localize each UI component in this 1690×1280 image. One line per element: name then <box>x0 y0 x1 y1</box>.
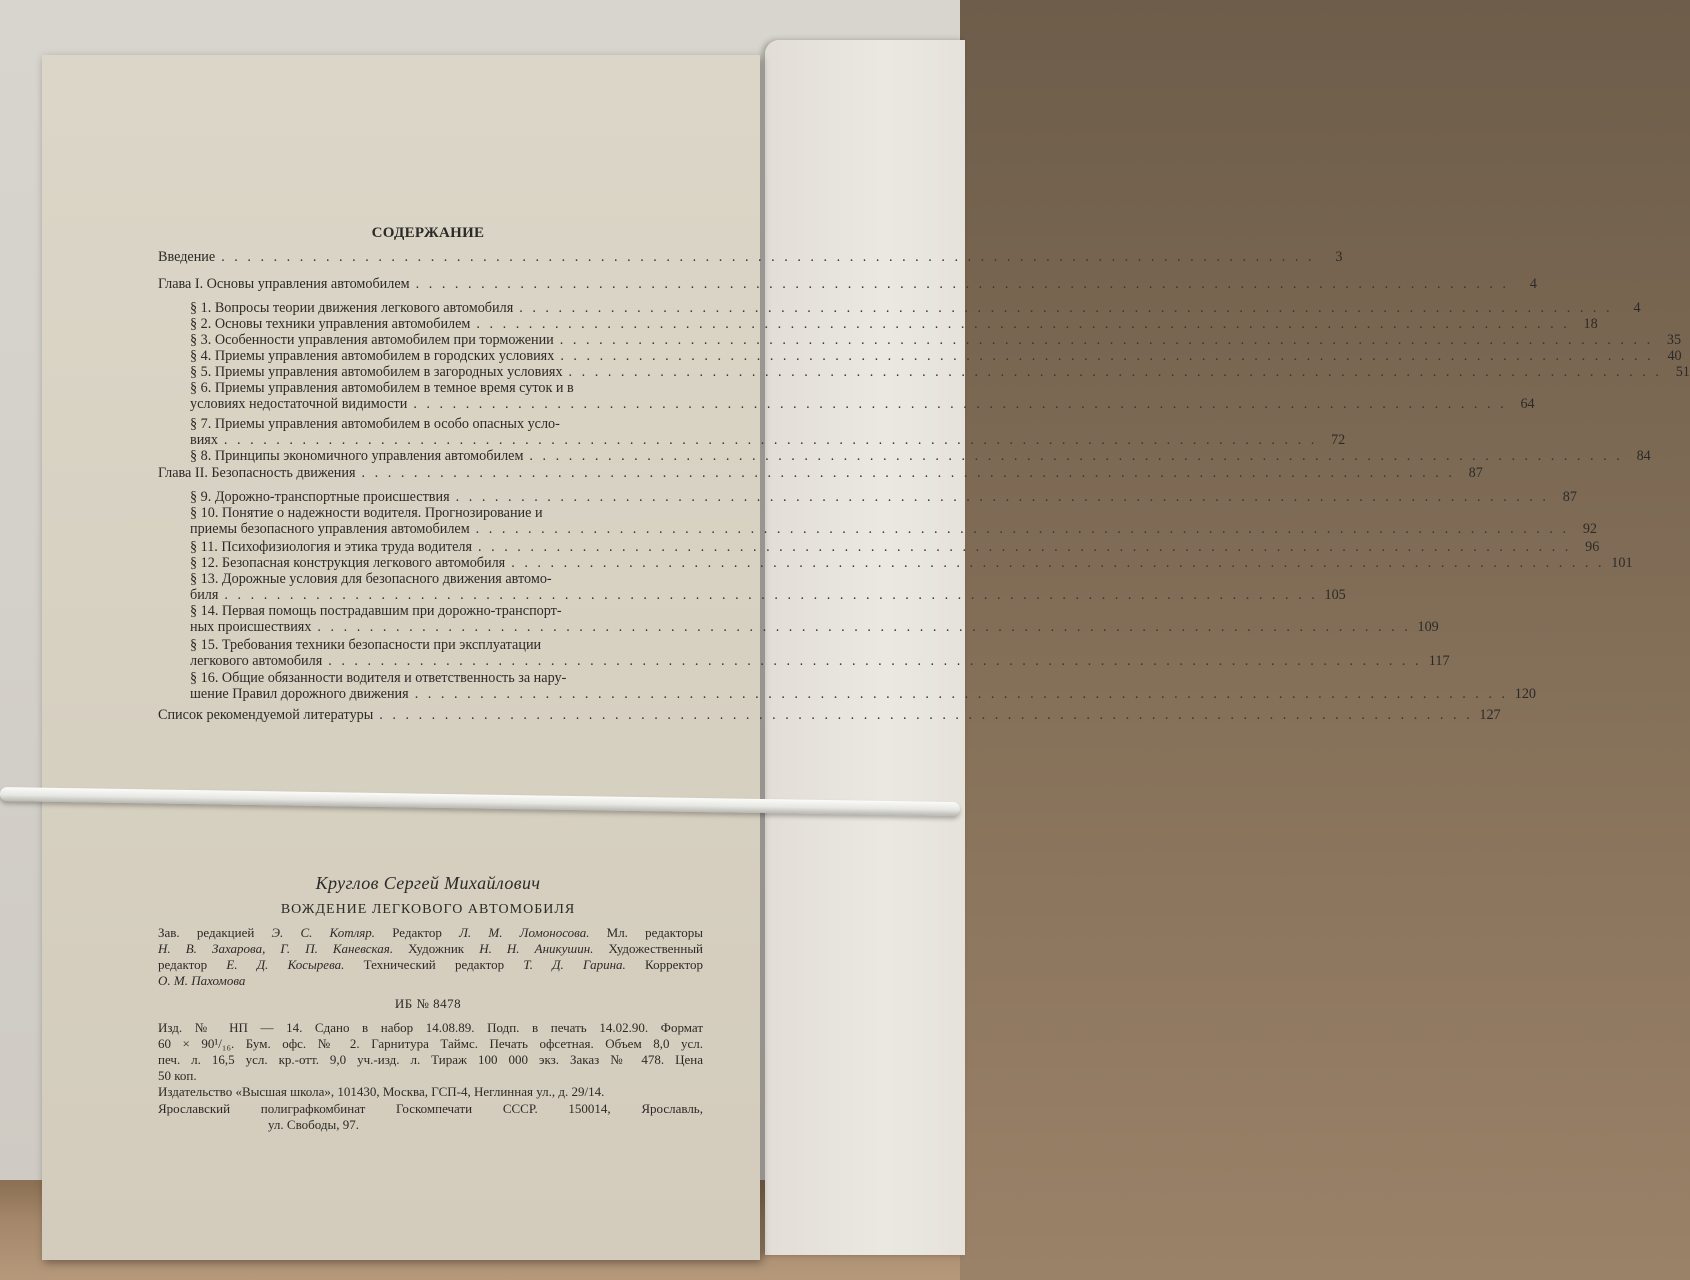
toc-entry-section-8: § 8. Принципы экономичного управления автомобилем . . . . . . . . . . . . . . . . . . . . . . . . . . . . . . . . . . . . . . . . . . . . . . . . . . . . . . . . . . . . . . . . . . . . . . . . . . . . . . . . . . . . 84 <box>190 448 1651 464</box>
ib-number: ИБ № 8478 <box>394 996 462 1011</box>
author-name: Круглов Сергей Михайлович <box>315 873 541 893</box>
publisher-info <box>158 1084 703 1100</box>
toc-entry-section-2: § 2. Основы техники управления автомобилем . . . . . . . . . . . . . . . . . . . . . . . . . . . . . . . . . . . . . . . . . . . . . . . . . . . . . . . . . . . . . . . . . . . . . . . . . . . . . . . . . . . . 18 <box>190 316 1598 332</box>
toc-entry-section-5: § 5. Приемы управления автомобилем в загородных условиях . . . . . . . . . . . . . . . . . . . . . . . . . . . . . . . . . . . . . . . . . . . . . . . . . . . . . . . . . . . . . . . . . . . . . . . . . . . . . . . . . . . . 51 <box>190 364 1690 380</box>
printer-line-1: Ярославский полиграфкомбинат Госкомпечати СССР. 150014, Ярославль, <box>158 1101 703 1116</box>
book-title: ВОЖДЕНИЕ ЛЕГКОВОГО АВТОМОБИЛЯ <box>280 902 576 917</box>
toc-entry-section-4: § 4. Приемы управления автомобилем в городских условиях . . . . . . . . . . . . . . . . . . . . . . . . . . . . . . . . . . . . . . . . . . . . . . . . . . . . . . . . . . . . . . . . . . . . . . . . . . . . . . . . . . . . 40 <box>190 348 1682 364</box>
printer-info <box>158 1101 703 1133</box>
cover-flap <box>765 40 965 1255</box>
toc-entry-section-7: § 7. Приемы управления автомобилем в особо опасных усло- виях . . . . . . . . . . . . . . . . . . . . . . . . . . . . . . . . . . . . . . . . . . . . . . . . . . . . . . . . . . . . . . . . . . . . . . . . . . . . . . . . . . . . 72 <box>190 416 1346 448</box>
toc-entry-bibliography: Список рекомендуемой литературы . . . . . . . . . . . . . . . . . . . . . . . . . . . . . . . . . . . . . . . . . . . . . . . . . . . . . . . . . . . . . . . . . . . . . . . . . . . . . . . . . . . . 127 <box>158 707 1501 723</box>
print-line-1: Изд. № НП — 14. Сдано в набор 14.08.89. Подп. в печать 14.02.90. Формат <box>158 1020 703 1035</box>
toc-entry-chapter-2: Глава II. Безопасность движения . . . . . . . . . . . . . . . . . . . . . . . . . . . . . . . . . . . . . . . . . . . . . . . . . . . . . . . . . . . . . . . . . . . . . . . . . . . . . . . . . . . . 87 <box>158 465 1483 481</box>
toc-entry-section-1: § 1. Вопросы теории движения легкового автомобиля . . . . . . . . . . . . . . . . . . . . . . . . . . . . . . . . . . . . . . . . . . . . . . . . . . . . . . . . . . . . . . . . . . . . . . . . . . . . . . . . . . . . 4 <box>190 300 1641 316</box>
toc-entry-section-13: § 13. Дорожные условия для безопасного движения автомо- биля . . . . . . . . . . . . . . . . . . . . . . . . . . . . . . . . . . . . . . . . . . . . . . . . . . . . . . . . . . . . . . . . . . . . . . . . . . . . . . . . . . . . 105 <box>190 571 1346 603</box>
toc-entry-section-14: § 14. Первая помощь пострадавшим при дорожно-транспорт- ных происшествиях . . . . . . . . . . . . . . . . . . . . . . . . . . . . . . . . . . . . . . . . . . . . . . . . . . . . . . . . . . . . . . . . . . . . . . . . . . . . . . . . . . . . 109 <box>190 603 1439 635</box>
toc-title: СОДЕРЖАНИЕ <box>371 225 485 241</box>
staff-line-1: Зав. редакцией Э. С. Котляр. Редактор Л. М. Ломоносова. Мл. редакторы <box>158 925 703 940</box>
publisher-line: Издательство «Высшая школа», 101430, Москва, ГСП-4, Неглинная ул., д. 29/14. <box>158 1084 605 1099</box>
staff-line-3: редактор Е. Д. Косырева. Технический редактор Т. Д. Гарина. Корректор <box>158 957 704 972</box>
toc-entry-chapter-1: Глава I. Основы управления автомобилем . . . . . . . . . . . . . . . . . . . . . . . . . . . . . . . . . . . . . . . . . . . . . . . . . . . . . . . . . . . . . . . . . . . . . . . . . . . . . . . . . . . . 4 <box>158 276 1537 292</box>
toc-entry-section-3: § 3. Особенности управления автомобилем при торможении . . . . . . . . . . . . . . . . . . . . . . . . . . . . . . . . . . . . . . . . . . . . . . . . . . . . . . . . . . . . . . . . . . . . . . . . . . . . . . . . . . . . 35 <box>190 332 1682 348</box>
staff-line-2: Н. В. Захарова, Г. П. Каневская. Художник Н. Н. Аникушин. Художественный <box>158 941 704 956</box>
staff-line-4: О. М. Пахомова <box>158 973 246 988</box>
toc-entry-section-15: § 15. Требования техники безопасности при эксплуатации легкового автомобиля . . . . . . . . . . . . . . . . . . . . . . . . . . . . . . . . . . . . . . . . . . . . . . . . . . . . . . . . . . . . . . . . . . . . . . . . . . . . . . . . . . . . 117 <box>190 637 1450 669</box>
print-details <box>158 1020 703 1084</box>
toc-entry-section-11: § 11. Психофизиология и этика труда водителя . . . . . . . . . . . . . . . . . . . . . . . . . . . . . . . . . . . . . . . . . . . . . . . . . . . . . . . . . . . . . . . . . . . . . . . . . . . . . . . . . . . . 96 <box>190 539 1600 555</box>
print-line-4: 50 коп. <box>158 1068 197 1083</box>
toc-entry-section-9: § 9. Дорожно-транспортные происшествия . . . . . . . . . . . . . . . . . . . . . . . . . . . . . . . . . . . . . . . . . . . . . . . . . . . . . . . . . . . . . . . . . . . . . . . . . . . . . . . . . . . . 87 <box>190 489 1577 505</box>
toc-entry-intro: Введение . . . . . . . . . . . . . . . . . . . . . . . . . . . . . . . . . . . . . . . . . . . . . . . . . . . . . . . . . . . . . . . . . . . . . . . . . . . . . . . . . . . . 3 <box>158 249 1343 265</box>
toc-entry-section-10: § 10. Понятие о надежности водителя. Прогнозирование и приемы безопасного управления автомобилем . . . . . . . . . . . . . . . . . . . . . . . . . . . . . . . . . . . . . . . . . . . . . . . . . . . . . . . . . . . . . . . . . . . . . . . . . . . . . . . . . . . . 92 <box>190 505 1597 537</box>
print-line-3: печ. л. 16,5 усл. кр.-отт. 9,0 уч.-изд. л. Тираж 100 000 экз. Заказ № 478. Цена <box>158 1052 703 1067</box>
toc-entry-section-6: § 6. Приемы управления автомобилем в темное время суток и в условиях недостаточной видимости . . . . . . . . . . . . . . . . . . . . . . . . . . . . . . . . . . . . . . . . . . . . . . . . . . . . . . . . . . . . . . . . . . . . . . . . . . . . . . . . . . . . 64 <box>190 380 1535 412</box>
printer-line-2: ул. Свободы, 97. <box>268 1117 359 1132</box>
editorial-staff <box>158 925 703 989</box>
print-line-2: 60 × 90¹/₁₆. Бум. офс. № 2. Гарнитура Таймс. Печать офсетная. Объем 8,0 усл. <box>158 1036 703 1051</box>
toc-entry-section-16: § 16. Общие обязанности водителя и ответственность за нару- шение Правил дорожного движения . . . . . . . . . . . . . . . . . . . . . . . . . . . . . . . . . . . . . . . . . . . . . . . . . . . . . . . . . . . . . . . . . . . . . . . . . . . . . . . . . . . . 120 <box>190 670 1537 702</box>
toc-entry-section-12: § 12. Безопасная конструкция легкового автомобиля . . . . . . . . . . . . . . . . . . . . . . . . . . . . . . . . . . . . . . . . . . . . . . . . . . . . . . . . . . . . . . . . . . . . . . . . . . . . . . . . . . . . 101 <box>190 555 1633 571</box>
